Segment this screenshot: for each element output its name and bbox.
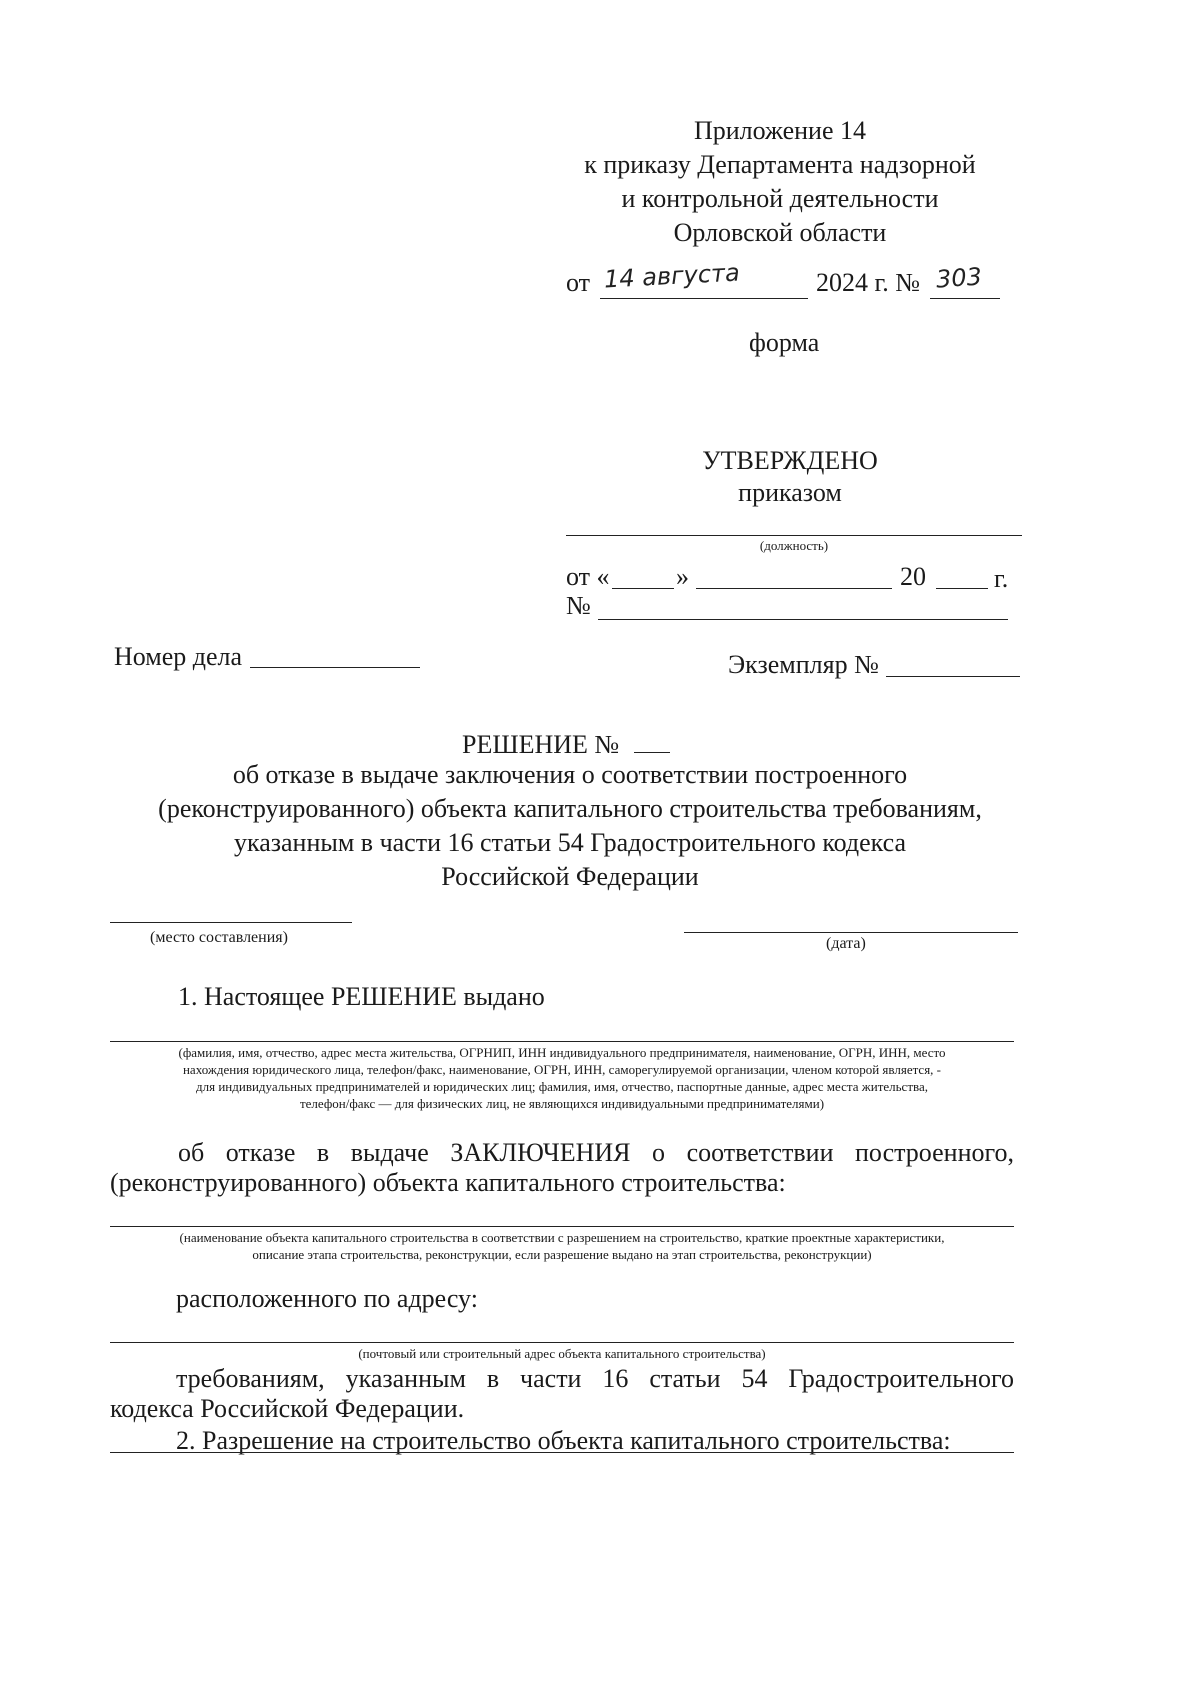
issued-to-caption [110,1044,1014,1112]
approved-day-line [612,588,674,589]
issued-to-line [110,1041,1014,1042]
refusal-line-2: (реконструированного) объекта капитального строительства: [110,1168,786,1197]
appendix-number-underline [930,298,1000,299]
approved-month-line [696,588,892,589]
approved-number-label: № [566,591,591,620]
case-number-label: Номер дела [114,642,243,671]
copy-number-line [886,676,1020,677]
appendix-number-handwritten: 303 [935,262,983,294]
issued-caption-line-4: телефон/факс — для физических лиц, не являющихся индивидуальными предпринимателями) [299,1096,825,1111]
refusal-line-1: об отказе в выдаче ЗАКЛЮЧЕНИЯ о соответствии построенного, [178,1138,1014,1167]
appendix-block [560,114,1020,250]
appendix-region: Орловской области [673,218,887,247]
address-caption: (почтовый или строительный адрес объекта капитального строительства) [358,1346,766,1361]
address-line [110,1342,1014,1343]
appendix-date-prefix: от [566,268,591,297]
approved-date-from: от « [566,562,610,591]
place-caption: (место составления) [150,929,288,946]
requirements-line-2: кодекса Российской Федерации. [110,1394,465,1423]
requirements-line-1: требованиям, указанным в части 16 статьи 54 Градостроительного [176,1364,1014,1393]
section2-permit: 2. Разрешение на строительство объекта капитального строительства: [176,1426,951,1455]
object-line [110,1226,1014,1227]
appendix-date-handwritten: 14 августа [603,258,741,294]
approved-title: УТВЕРЖДЕНО [702,446,878,475]
approved-year-line [936,588,988,589]
decision-title: РЕШЕНИЕ № [462,730,620,759]
position-line [566,535,1022,536]
decision-line-2: (реконструированного) объекта капитального строительства требованиям, [158,794,982,823]
appendix-date-underline [600,298,808,299]
approved-date-close: » [676,562,689,591]
appendix-year-number: 2024 г. № [816,268,921,297]
form-label: форма [749,328,820,357]
approved-year-suffix: г. [994,564,1009,593]
object-caption-line-1: (наименование объекта капитального строительства в соответствии с разрешением на строительство, краткие проектные характеристики, [179,1230,945,1245]
issued-caption-line-2: нахождения юридического лица, телефон/факс, наименование, ОГРН, ИНН, саморегулируемой организации, членом которой является, - [182,1062,942,1077]
case-number-line [250,667,420,668]
issued-caption-line-3: для индивидуальных предпринимателей и юридических лиц; фамилия, имя, отчество, паспортные данные, адрес места жительства, [196,1079,928,1094]
date-caption: (дата) [826,935,866,952]
date-line [684,932,1018,933]
object-caption-line-2: описание этапа строительства, реконструкции, если разрешение выдано на этап строительства, реконструкции) [252,1247,872,1262]
object-caption [110,1229,1014,1263]
section1-issued: 1. Настоящее РЕШЕНИЕ выдано [178,982,545,1011]
copy-number-label: Экземпляр № [728,650,879,679]
decision-number-line [634,752,670,753]
position-caption: (должность) [759,538,829,553]
located-label: расположенного по адресу: [176,1284,478,1313]
approved-year: 20 [900,562,926,591]
place-line [110,922,352,923]
decision-line-4: Российской Федерации [441,862,699,891]
decision-line-3: указанным в части 16 статьи 54 Градостроительного кодекса [233,828,907,857]
approved-by: приказом [738,478,842,507]
appendix-order-ref: к приказу Департамента надзорной [584,150,976,179]
issued-caption-line-1: (фамилия, имя, отчество, адрес места жительства, ОГРНИП, ИНН индивидуального предпринимателя, наименование, ОГРН, ИНН, место [178,1045,946,1060]
appendix-department: и контрольной деятельности [621,184,939,213]
decision-subtitle [110,758,1030,894]
permit-line [110,1452,1014,1453]
decision-line-1: об отказе в выдаче заключения о соответствии построенного [232,760,908,789]
appendix-title: Приложение 14 [693,116,867,145]
approved-number-line [598,619,1008,620]
